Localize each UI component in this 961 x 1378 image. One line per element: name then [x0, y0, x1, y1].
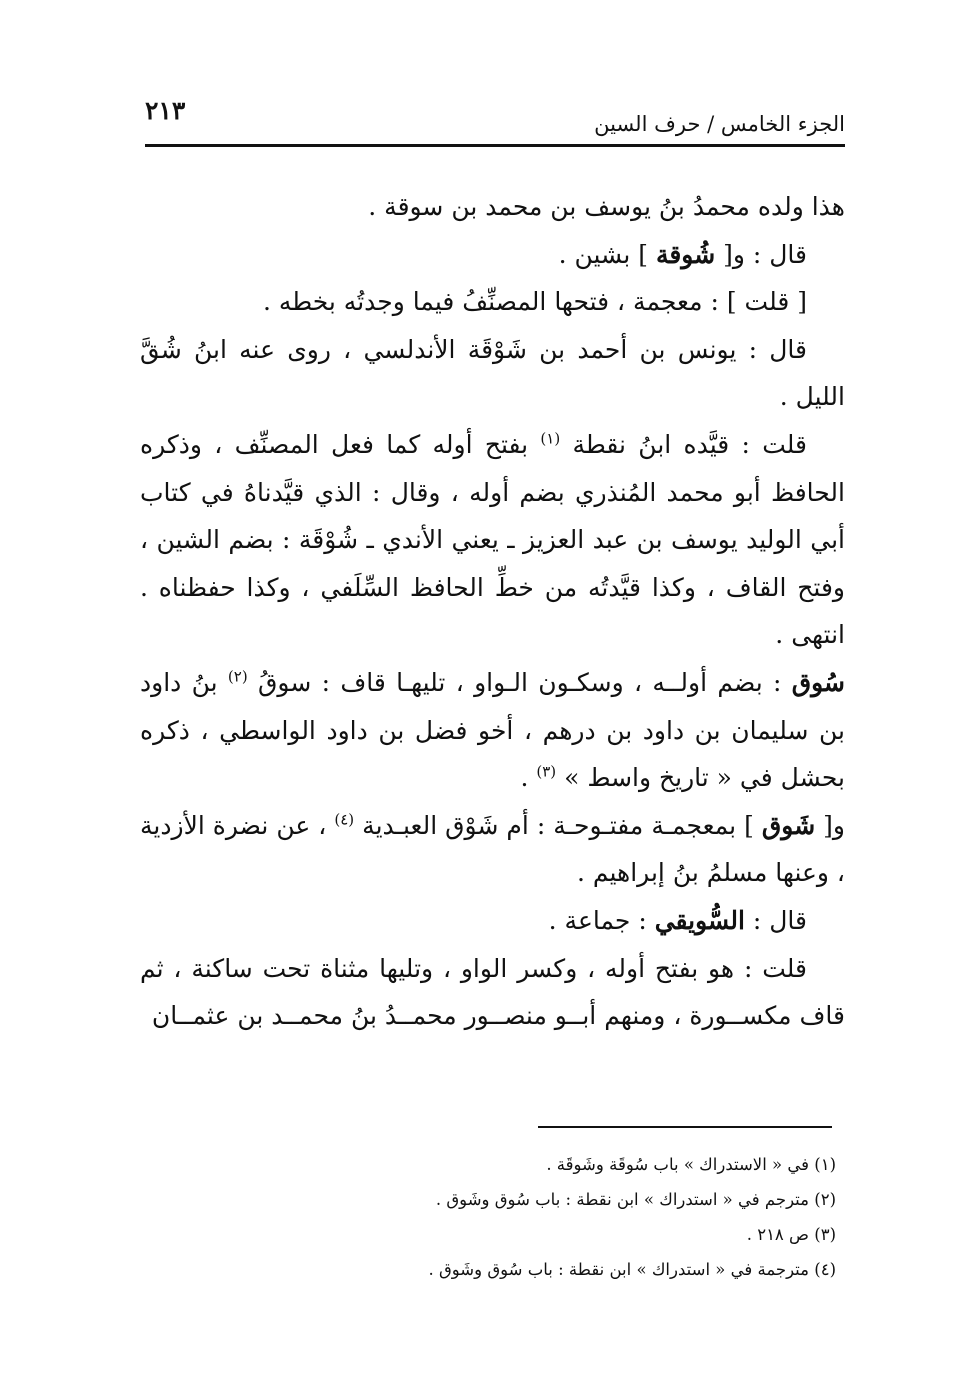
paragraph-8 — [140, 897, 845, 945]
footnote-3: (٣) ص ٢١٨ . — [746, 1225, 836, 1244]
page-header — [145, 96, 845, 146]
paragraph-7-pre: و[ — [815, 810, 845, 840]
paragraph-8-post: : جماعة . — [548, 905, 655, 935]
paragraph-5-post: بفتح أوله كما فعل المصنِّف ، وذكره الحافظ أبو محمد المُنذري بضم أوله ، وقال : الذي قيَّدناهُ في كتاب أبي الوليد يوسف بن عبد العزيز ـ يعني الأندي ـ شُوْقَة : بضم الشين ، وفتح القاف ، وكذا قيَّدتُه من خطِّ الحافظ السِّلَفي ، وكذا حفظناه . انتهى . — [140, 429, 845, 650]
paragraph-6 — [140, 659, 845, 802]
running-title: الجزء الخامس / حرف السين — [594, 112, 845, 136]
paragraph-5 — [140, 421, 845, 659]
header-rule — [145, 144, 845, 147]
page-number: ٢١٣ — [145, 96, 186, 125]
paragraph-6-mid: : بضم أولــه ، وسكـون الـواو ، تليهـا قاف : سوقُ — [247, 667, 792, 697]
footnote-ref-4: (٤) — [334, 810, 355, 829]
paragraph-3: [ قلت ] : معجمة ، فتحها المصنِّفُ فيما وجدتُه بخطه . — [262, 287, 807, 317]
footnotes — [300, 1147, 836, 1287]
paragraph-4: قال : يونس بن أحمد بن شَوْقَة الأندلسي ، روى عنه ابنُ شُقَّ الليل . — [140, 334, 845, 412]
paragraph-7-mid: ] بمعجمـة مفتـوحـة : أم شَوْق العبـدية — [354, 810, 762, 840]
footnote-ref-2: (٢) — [227, 667, 248, 686]
entry-word-suwayqi: السُّويقي — [654, 905, 745, 935]
footnote-ref-1: (١) — [540, 429, 561, 448]
paragraph-1: هذا ولده محمدُ بنُ يوسف بن محمد بن سوقة . — [368, 192, 845, 221]
paragraph-2-post: ] بشين . — [558, 239, 656, 269]
paragraph-7 — [140, 802, 845, 897]
paragraph-8-pre: قال : — [744, 905, 807, 935]
footnote-2: (٢) مترجم في « استدراك » ابن نقطة : باب سُوق وشَوق . — [435, 1190, 836, 1209]
footnote-separator — [538, 1126, 832, 1128]
entry-word-shuqa: شُوقة — [655, 239, 716, 269]
footnote-4: (٤) مترجمة في « استدراك » ابن نقطة : باب سُوق وشَوق . — [428, 1260, 836, 1279]
paragraph-9: قلت : هو بفتح أوله ، وكسر الواو ، وتليها مثناة تحت ساكنة ، ثم قاف مكســورة ، ومنهم أبــو منصــور محمــدُ بنُ محمــد بن عثمــان — [140, 953, 845, 1031]
entry-word-suq: سُوق — [791, 667, 845, 697]
entry-word-shawq: شَوق — [761, 810, 816, 840]
paragraph-6-post: . — [520, 763, 537, 793]
footnote-ref-3: (٣) — [536, 762, 557, 781]
paragraph-2-pre: قال : و[ — [715, 239, 807, 269]
paragraph-7-post: ، عن نضرة الأزدية ، وعنها مسلمُ بنُ إبراهيم . — [140, 810, 845, 888]
main-text — [140, 183, 845, 1040]
footnote-1: (١) في « الاستدراك » باب سُوقَة وشَوقَة . — [546, 1155, 836, 1174]
paragraph-2 — [140, 231, 845, 279]
paragraph-6-mid2: بنُ داود بن سليمان بن داود بن درهم ، أخو فضل بن داود الواسطي ، ذكره بحشل في « تاريخ واسط » — [140, 667, 845, 793]
paragraph-5-pre: قلت : قيَّده ابنُ نقطة — [560, 429, 807, 459]
